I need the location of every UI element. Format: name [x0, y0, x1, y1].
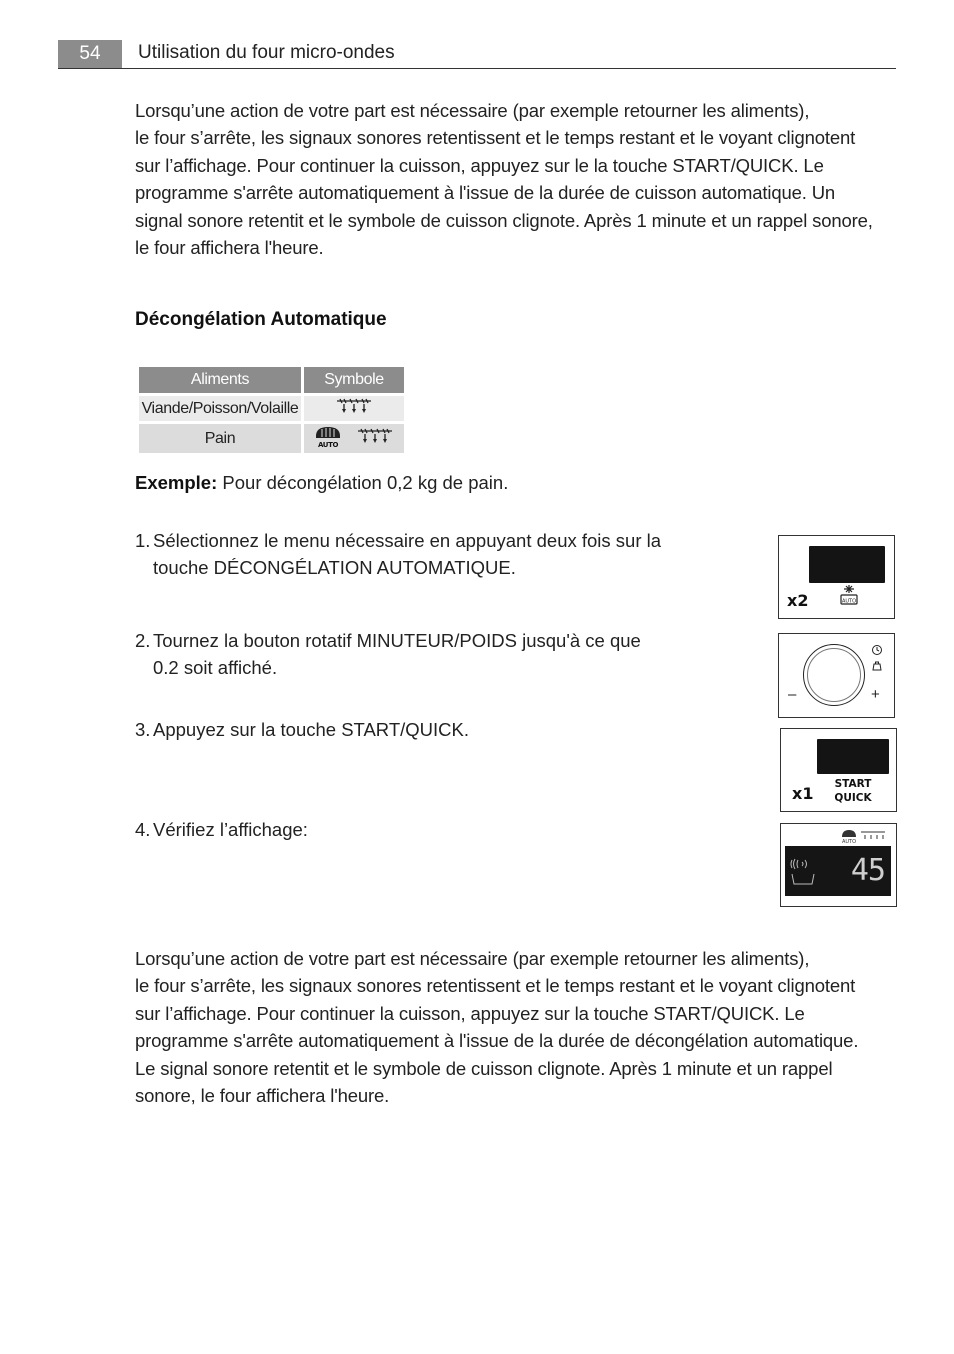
press-count-label: x1	[792, 784, 814, 803]
step-text: touche DÉCONGÉLATION AUTOMATIQUE.	[153, 557, 516, 578]
step-text: Vérifiez l’affichage:	[153, 819, 308, 840]
microwave-wave-icon	[788, 854, 818, 888]
press-count-label: x2	[787, 591, 809, 610]
text-line: signal sonore retentit et le symbole de cuisson clignote. Après 1 minute et un rappel sonore,	[135, 209, 873, 231]
defrost-icon	[334, 397, 374, 415]
start-label: START	[834, 778, 872, 790]
minus-sign: –	[788, 686, 797, 703]
rotary-knob	[803, 644, 865, 706]
intro-paragraph	[135, 97, 895, 261]
step-item	[135, 627, 715, 681]
table-cell-food: Viande/Poisson/Volaille	[139, 396, 301, 421]
figure-timer-weight-knob	[778, 633, 895, 718]
text-line: Le signal sonore retentit et le symbole de cuisson clignote. Après 1 minute et un rappel	[135, 1057, 833, 1079]
text-line: le four affichera l'heure.	[135, 237, 324, 259]
page-number: 54	[58, 40, 122, 68]
step-number: 2.	[135, 630, 151, 651]
step-text: Sélectionnez le menu nécessaire en appuyant deux fois sur la	[153, 530, 662, 551]
step-number: 3.	[135, 719, 151, 740]
page-header-title: Utilisation du four micro-ondes	[138, 42, 395, 63]
table-header-food: Aliments	[139, 367, 301, 393]
display-screen	[809, 546, 885, 583]
table-header-symbol: Symbole	[304, 367, 404, 393]
table-cell-food: Pain	[139, 424, 301, 453]
step-text: Appuyez sur la touche START/QUICK.	[153, 719, 469, 740]
plus-sign: +	[871, 686, 880, 703]
auto-badge: AUTO	[317, 441, 339, 448]
auto-defrost-icon	[838, 584, 860, 606]
example-line	[135, 472, 508, 494]
text-line: Lorsqu’une action de votre part est nécessaire (par exemple retourner les aliments),	[135, 100, 810, 121]
header-divider	[58, 68, 896, 69]
table-row	[139, 424, 404, 453]
table-row	[139, 396, 404, 421]
display-panel	[785, 846, 891, 896]
step-item	[135, 816, 308, 843]
step-number: 1.	[135, 530, 151, 551]
text-line: Lorsqu’une action de votre part est nécessaire (par exemple retourner les aliments),	[135, 948, 810, 969]
text-line: programme s'arrête automatiquement à l'issue de la durée de cuisson automatique. Un	[135, 182, 836, 204]
symbol-table	[136, 364, 407, 456]
text-line: le four s’arrête, les signaux sonores retentissent et le temps restant et le voyant clignotent	[135, 127, 856, 149]
text-line: sur l’affichage. Pour continuer la cuisson, appuyez sur le la touche START/QUICK. Le	[135, 154, 824, 176]
step-item	[135, 527, 715, 581]
figure-start-quick-button	[780, 728, 897, 812]
step-number: 4.	[135, 819, 151, 840]
bread-auto-defrost-indicator-icon	[839, 827, 889, 845]
bread-auto-icon	[313, 424, 345, 448]
text-line: sur l’affichage. Pour continuer la cuisson, appuyez sur la touche START/QUICK. Le	[135, 1002, 805, 1024]
clock-weight-icon	[870, 643, 884, 673]
step-text: Tournez la bouton rotatif MINUTEUR/POIDS jusqu'à ce que	[153, 630, 641, 651]
defrost-icon	[355, 427, 395, 445]
text-line: le four s’arrête, les signaux sonores retentissent et le temps restant et le voyant clignotent	[135, 975, 856, 997]
example-text: Pour décongélation 0,2 kg de pain.	[217, 472, 509, 493]
example-label: Exemple:	[135, 472, 218, 493]
figure-display-readout	[780, 823, 897, 907]
start-quick-label	[831, 777, 875, 805]
auto-badge: AUTO	[841, 839, 857, 845]
table-cell-symbol	[304, 424, 404, 453]
display-screen	[817, 739, 889, 774]
section-title: Décongélation Automatique	[135, 309, 387, 330]
quick-label: QUICK	[834, 792, 872, 804]
figure-auto-defrost-button	[778, 535, 895, 619]
auto-badge: AUTO	[841, 598, 857, 605]
time-readout: 45	[850, 853, 885, 888]
step-text: 0.2 soit affiché.	[153, 657, 278, 678]
table-cell-symbol	[304, 396, 404, 421]
closing-paragraph	[135, 945, 895, 1109]
text-line: sonore, le four affichera l'heure.	[135, 1085, 390, 1107]
step-item	[135, 716, 469, 743]
text-line: programme s'arrête automatiquement à l'issue de la durée de décongélation automatique.	[135, 1030, 859, 1052]
